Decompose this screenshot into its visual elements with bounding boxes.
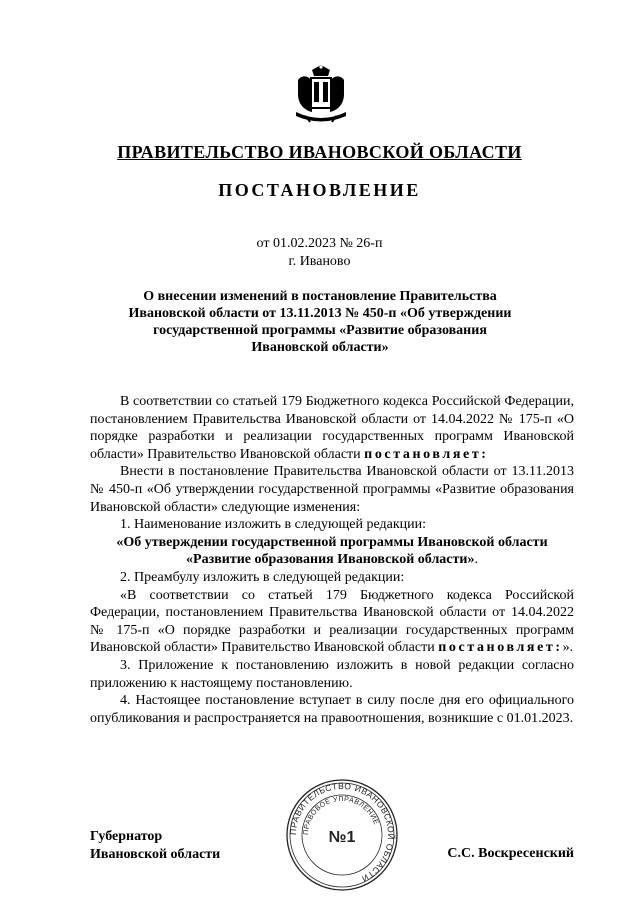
- item-4: 4. Настоящее постановление вступает в силу после дня его официального опубликования и распространяется на правоотношения, возникшие с 01.01.2023.: [90, 693, 574, 726]
- organization-title: ПРАВИТЕЛЬСТВО ИВАНОВСКОЙ ОБЛАСТИ: [117, 142, 522, 162]
- document-date-number: от 01.02.2023 № 26-п: [256, 236, 383, 251]
- signatory-position: [90, 828, 220, 863]
- preamble-paragraph: [90, 393, 574, 463]
- preamble-text: В соответствии со статьей 179 Бюджетного кодекса Российской Федерации, постановлением Правительства Ивановской области от 14.04.2022 № 175-п «О порядке разработки и реализации государственных программ Ивановской области» Правительство Ивановской области: [90, 394, 574, 462]
- quote-decree-word: постановляет:: [438, 640, 563, 656]
- item-1: 1. Наименование изложить в следующей редакции:: [120, 517, 426, 533]
- item-2: 2. Преамбулу изложить в следующей редакции:: [120, 569, 405, 585]
- heading-line: Ивановской области от 13.11.2013 № 450-п «Об утверждении: [128, 306, 512, 321]
- quote-end: ».: [562, 640, 574, 656]
- heading-line: О внесении изменений в постановление Правительства: [143, 289, 497, 304]
- coat-of-arms-icon: [292, 64, 350, 124]
- document-type: ПОСТАНОВЛЕНИЕ: [218, 180, 421, 200]
- stamp-outer-text: ПРАВИТЕЛЬСТВО ИВАНОВСКОЙ ОБЛАСТИ: [287, 780, 397, 885]
- signatory-name: С.С. Воскресенский: [447, 846, 574, 861]
- document-heading: [120, 288, 520, 356]
- item-2-quote: [90, 587, 574, 657]
- item-1-new-name: [90, 534, 574, 569]
- item-3: 3. Приложение к постановлению изложить в новой редакции согласно приложению к настоящему постановлению.: [90, 657, 574, 691]
- new-name-end: .: [474, 552, 478, 568]
- official-stamp-icon: [285, 778, 399, 892]
- stamp-inner-text: ПРАВОВОЕ УПРАВЛЕНИЕ: [302, 795, 380, 836]
- stamp-number: №1: [328, 829, 356, 846]
- document-city: г. Иваново: [288, 254, 351, 269]
- quote-text: «В соответствии со статьей 179 Бюджетного кодекса Российской Федерации, постановлением Правительства Ивановской области от 14.04.2022 № 175-п «О порядке разработки и реализации государственных программ Ивановской области» Правительство Ивановской области: [90, 587, 574, 656]
- position-line: Губернатор: [90, 829, 163, 844]
- heading-line: Ивановской области»: [251, 340, 389, 355]
- document-body: [90, 393, 574, 727]
- new-name-line: «Об утверждении государственной программы Ивановской области: [116, 534, 548, 550]
- heading-line: государственной программы «Развитие образования: [153, 323, 487, 338]
- decree-word: постановляет:: [364, 446, 489, 462]
- position-line: Ивановской области: [90, 846, 221, 862]
- new-name-line: «Развитие образования Ивановской области»: [186, 552, 475, 568]
- amendment-intro: Внести в постановление Правительства Ивановской области от 13.11.2013 № 450-п «Об утверждении государственной программы «Развитие образования Ивановской области» следующие изменения:: [90, 464, 574, 515]
